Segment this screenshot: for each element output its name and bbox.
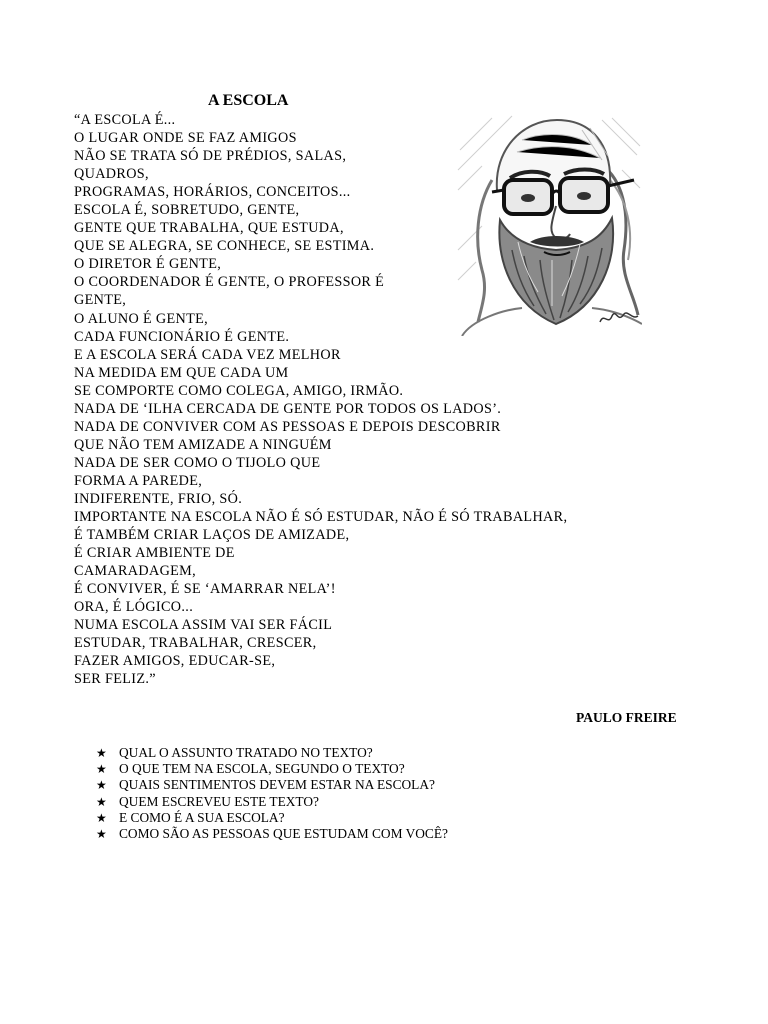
poem-line: ESCOLA É, SOBRETUDO, GENTE, — [74, 202, 300, 219]
poem-line: O DIRETOR É GENTE, — [74, 256, 222, 273]
poem-line: SER FELIZ.” — [74, 671, 156, 688]
poem-line: É TAMBÉM CRIAR LAÇOS DE AMIZADE, — [74, 527, 350, 544]
star-icon: ★ — [96, 794, 107, 809]
poem-line: SE COMPORTE COMO COLEGA, AMIGO, IRMÃO. — [74, 382, 404, 399]
poem-line: PROGRAMAS, HORÁRIOS, CONCEITOS... — [74, 184, 351, 201]
poem-line: É CRIAR AMBIENTE DE — [74, 545, 235, 562]
poem-line: NÃO SE TRATA SÓ DE PRÉDIOS, SALAS, — [74, 148, 347, 165]
poem-line: FAZER AMIGOS, EDUCAR-SE, — [74, 653, 276, 670]
question-item — [96, 777, 448, 793]
questions-list — [96, 745, 448, 842]
author-portrait — [452, 110, 642, 336]
star-icon: ★ — [96, 810, 107, 825]
question-text: E COMO É A SUA ESCOLA? — [119, 809, 285, 825]
poem-line: GENTE, — [74, 292, 127, 309]
poem-line: NADA DE ‘ILHA CERCADA DE GENTE POR TODOS OS LADOS’. — [74, 400, 502, 417]
poem-line: GENTE QUE TRABALHA, QUE ESTUDA, — [74, 220, 344, 237]
poem-line: CAMARADAGEM, — [74, 563, 197, 580]
poem-line: O COORDENADOR É GENTE, O PROFESSOR É — [74, 274, 385, 291]
question-item — [96, 794, 448, 810]
question-item — [96, 826, 448, 842]
poem-line: QUADROS, — [74, 166, 149, 183]
star-icon: ★ — [96, 826, 107, 841]
question-text: QUAL O ASSUNTO TRATADO NO TEXTO? — [119, 745, 373, 760]
question-text: COMO SÃO AS PESSOAS QUE ESTUDAM COM VOCÊ? — [119, 825, 448, 841]
poem-line: QUE NÃO TEM AMIZADE A NINGUÉM — [74, 436, 332, 453]
question-item — [96, 745, 448, 761]
poem-line: ORA, É LÓGICO... — [74, 599, 194, 616]
question-text: QUEM ESCREVEU ESTE TEXTO? — [119, 793, 319, 809]
question-item — [96, 810, 448, 826]
poem-line: O LUGAR ONDE SE FAZ AMIGOS — [74, 130, 297, 147]
poem-line: CADA FUNCIONÁRIO É GENTE. — [74, 328, 290, 345]
poem-line: NADA DE CONVIVER COM AS PESSOAS E DEPOIS DESCOBRIR — [74, 418, 501, 435]
poem-line: QUE SE ALEGRA, SE CONHECE, SE ESTIMA. — [74, 238, 375, 255]
star-icon: ★ — [96, 762, 107, 777]
poem-line: FORMA A PAREDE, — [74, 472, 203, 489]
page-title: A ESCOLA — [208, 92, 289, 109]
question-text: O QUE TEM NA ESCOLA, SEGUNDO O TEXTO? — [119, 761, 405, 777]
author-name: PAULO FREIRE — [576, 710, 677, 725]
poem-line: É CONVIVER, É SE ‘AMARRAR NELA’! — [74, 581, 336, 598]
question-item — [96, 761, 448, 777]
poem-line: NADA DE SER COMO O TIJOLO QUE — [74, 454, 321, 471]
poem-line: “A ESCOLA É... — [74, 112, 176, 128]
star-icon: ★ — [96, 746, 107, 760]
poem-line: O ALUNO É GENTE, — [74, 310, 209, 327]
poem-line: NA MEDIDA EM QUE CADA UM — [74, 364, 289, 381]
poem-line: ESTUDAR, TRABALHAR, CRESCER, — [74, 635, 317, 652]
poem-line: E A ESCOLA SERÁ CADA VEZ MELHOR — [74, 346, 341, 363]
star-icon: ★ — [96, 778, 107, 793]
poem-line: NUMA ESCOLA ASSIM VAI SER FÁCIL — [74, 617, 333, 634]
poem-line: IMPORTANTE NA ESCOLA NÃO É SÓ ESTUDAR, NÃO É SÓ TRABALHAR, — [74, 509, 568, 526]
poem-line: INDIFERENTE, FRIO, SÓ. — [74, 490, 243, 507]
question-text: QUAIS SENTIMENTOS DEVEM ESTAR NA ESCOLA? — [119, 777, 435, 793]
